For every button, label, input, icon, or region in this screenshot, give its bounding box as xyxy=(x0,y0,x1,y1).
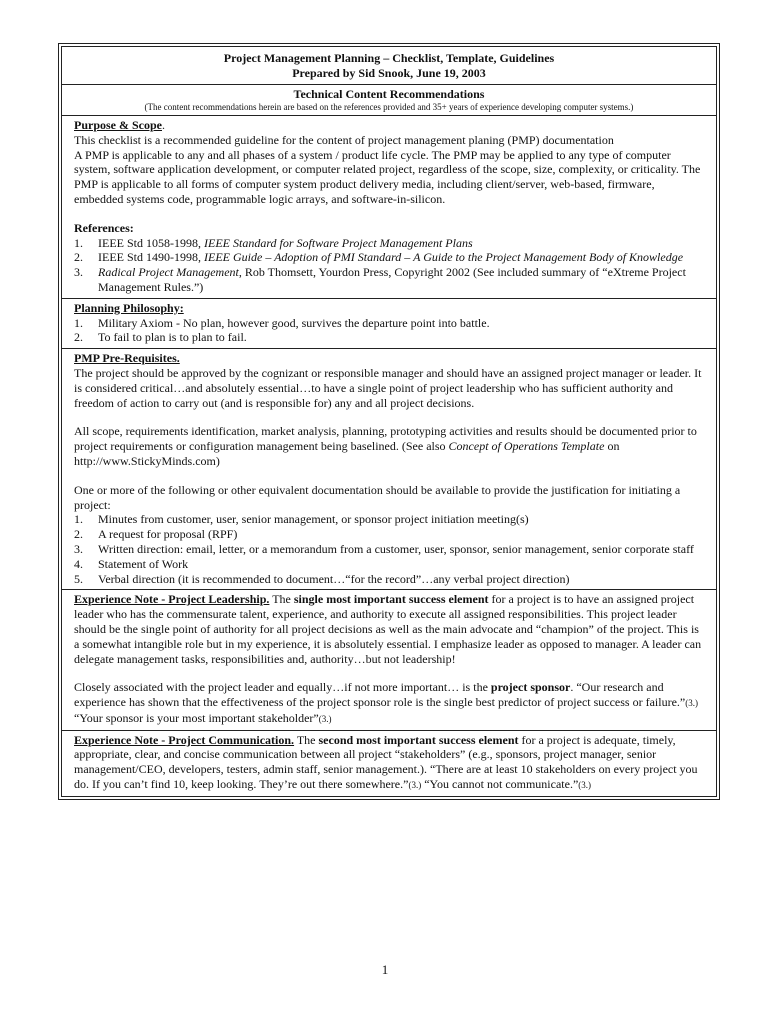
prerequisites-paragraph-3: One or more of the following or other equivalent documentation should be available to provide the justification for initiating a project: xyxy=(74,482,681,512)
leadership-paragraph-2: Closely associated with the project leader and equally…if not more important… is the project sponsor. “Our research and experience has shown that the effectiveness of the project sponsor role is the single best predictor of project success or failure.”(3.) “Your sponsor is your most important stakeholder”(3.) xyxy=(74,680,698,725)
document-title: Project Management Planning – Checklist, Template, Guidelines xyxy=(223,51,555,65)
references-heading: References: xyxy=(74,220,134,235)
purpose-paragraph-1: This checklist is a recommended guideline for the content of project management planing (PMP) documentation xyxy=(74,132,614,147)
communication-note-section xyxy=(62,730,716,796)
document-header xyxy=(62,47,716,84)
list-item: 2. A request for proposal (RPF) xyxy=(74,527,238,542)
document-frame xyxy=(61,46,717,797)
prerequisites-paragraph-1: The project should be approved by the cognizant or responsible manager and should have an assigned project manager or leader. It is considered critical…and absolutely essential…to have a single point of project leadership who has sufficient authority and freedom of action to carry out (and is responsible for) any and all project decisions. xyxy=(74,365,702,410)
purpose-scope-section xyxy=(62,115,716,298)
leadership-paragraph-1: Experience Note - Project Leadership. The single most important success element for a project is to have an assigned project leader who has the commensurate talent, experience, and authority to execute all assigned responsibilities. This project leader should be the single point of authority for all project decisions as well as the main advocate and “champion” of the project. This is a somewhat intangible role but in my experience, it is absolutely essential. I emphasize leader as opposed to manager. A leader can delegate management tasks, responsibilities and, authority…but not leadership! xyxy=(74,592,702,666)
reference-item: 1. IEEE Std 1058-1998, IEEE Standard for Software Project Management Plans xyxy=(74,235,473,250)
leadership-note-section xyxy=(62,589,716,729)
list-item: 1. Minutes from customer, user, senior management, or sponsor project initiation meeting(s) xyxy=(74,512,529,527)
prerequisites-heading: PMP Pre-Requisites. xyxy=(74,351,180,366)
communication-heading: Experience Note - Project Communication. xyxy=(74,732,295,747)
technical-content-title: Technical Content Recommendations xyxy=(293,87,485,101)
page-number: 1 xyxy=(381,962,389,977)
list-item: 1. Military Axiom - No plan, however good, survives the departure point into battle. xyxy=(74,315,490,330)
justification-list xyxy=(74,512,706,586)
planning-philosophy-section xyxy=(62,298,716,348)
planning-philosophy-heading: Planning Philosophy: xyxy=(74,300,184,315)
list-item: 4. Statement of Work xyxy=(74,556,189,571)
technical-content-section xyxy=(62,84,716,115)
philosophy-list xyxy=(74,316,706,346)
prerequisites-section xyxy=(62,348,716,589)
list-item: 3. Written direction: email, letter, or a memorandum from a customer, user, sponsor, senior management, senior corporate staff xyxy=(74,541,694,556)
reference-item: 3. Radical Project Management, Rob Thomsett, Yourdon Press, Copyright 2002 (See included summary of “eXtreme Project Management Rules.”) xyxy=(74,265,686,294)
reference-item: 2. IEEE Std 1490-1998, IEEE Guide – Adoption of PMI Standard – A Guide to the Project Management Body of Knowledge xyxy=(74,250,684,265)
prerequisites-paragraph-2: All scope, requirements identification, market analysis, planning, prototyping activities and results should be documented prior to project requirements or configuration management being baselined. (See also Concept of Operations Template on http://www.StickyMinds.com) xyxy=(74,424,697,468)
purpose-heading-period: . xyxy=(162,118,165,132)
purpose-paragraph-2: A PMP is applicable to any and all phases of a system / product life cycle. The PMP may be applied to any type of computer system, software application development, or computer related project, regardless of the scope, size, complexity, or criticality. The PMP is applicable to all forms of computer system product delivery media, including client/server, web-based, firmware, embedded systems code, programmable logic arrays, and software-in-silicon. xyxy=(74,147,701,206)
technical-content-note: (The content recommendations herein are based on the references provided and 35+ years of experience developing computer systems.) xyxy=(144,102,634,112)
list-item: 5. Verbal direction (it is recommended to document…“for the record”…any verbal project direction) xyxy=(74,571,570,586)
purpose-heading: Purpose & Scope xyxy=(74,118,162,132)
communication-paragraph: Experience Note - Project Communication. The second most important success element for a project is adequate, timely, appropriate, clear, and concise communication between all project “stakeholders” (e.g., sponsors, project manager, senior management/CEO, developers, testers, admin staff, senior management.). “There are at least 10 stakeholders on every project you do. If you can’t find 10, keep looking. They’re out there somewhere.”(3.) “You cannot not communicate.”(3.) xyxy=(74,732,698,792)
leadership-heading: Experience Note - Project Leadership. xyxy=(74,592,270,607)
list-item: 2. To fail to plan is to plan to fail. xyxy=(74,330,247,345)
references-list xyxy=(74,236,706,295)
document-author-line: Prepared by Sid Snook, June 19, 2003 xyxy=(292,66,486,80)
